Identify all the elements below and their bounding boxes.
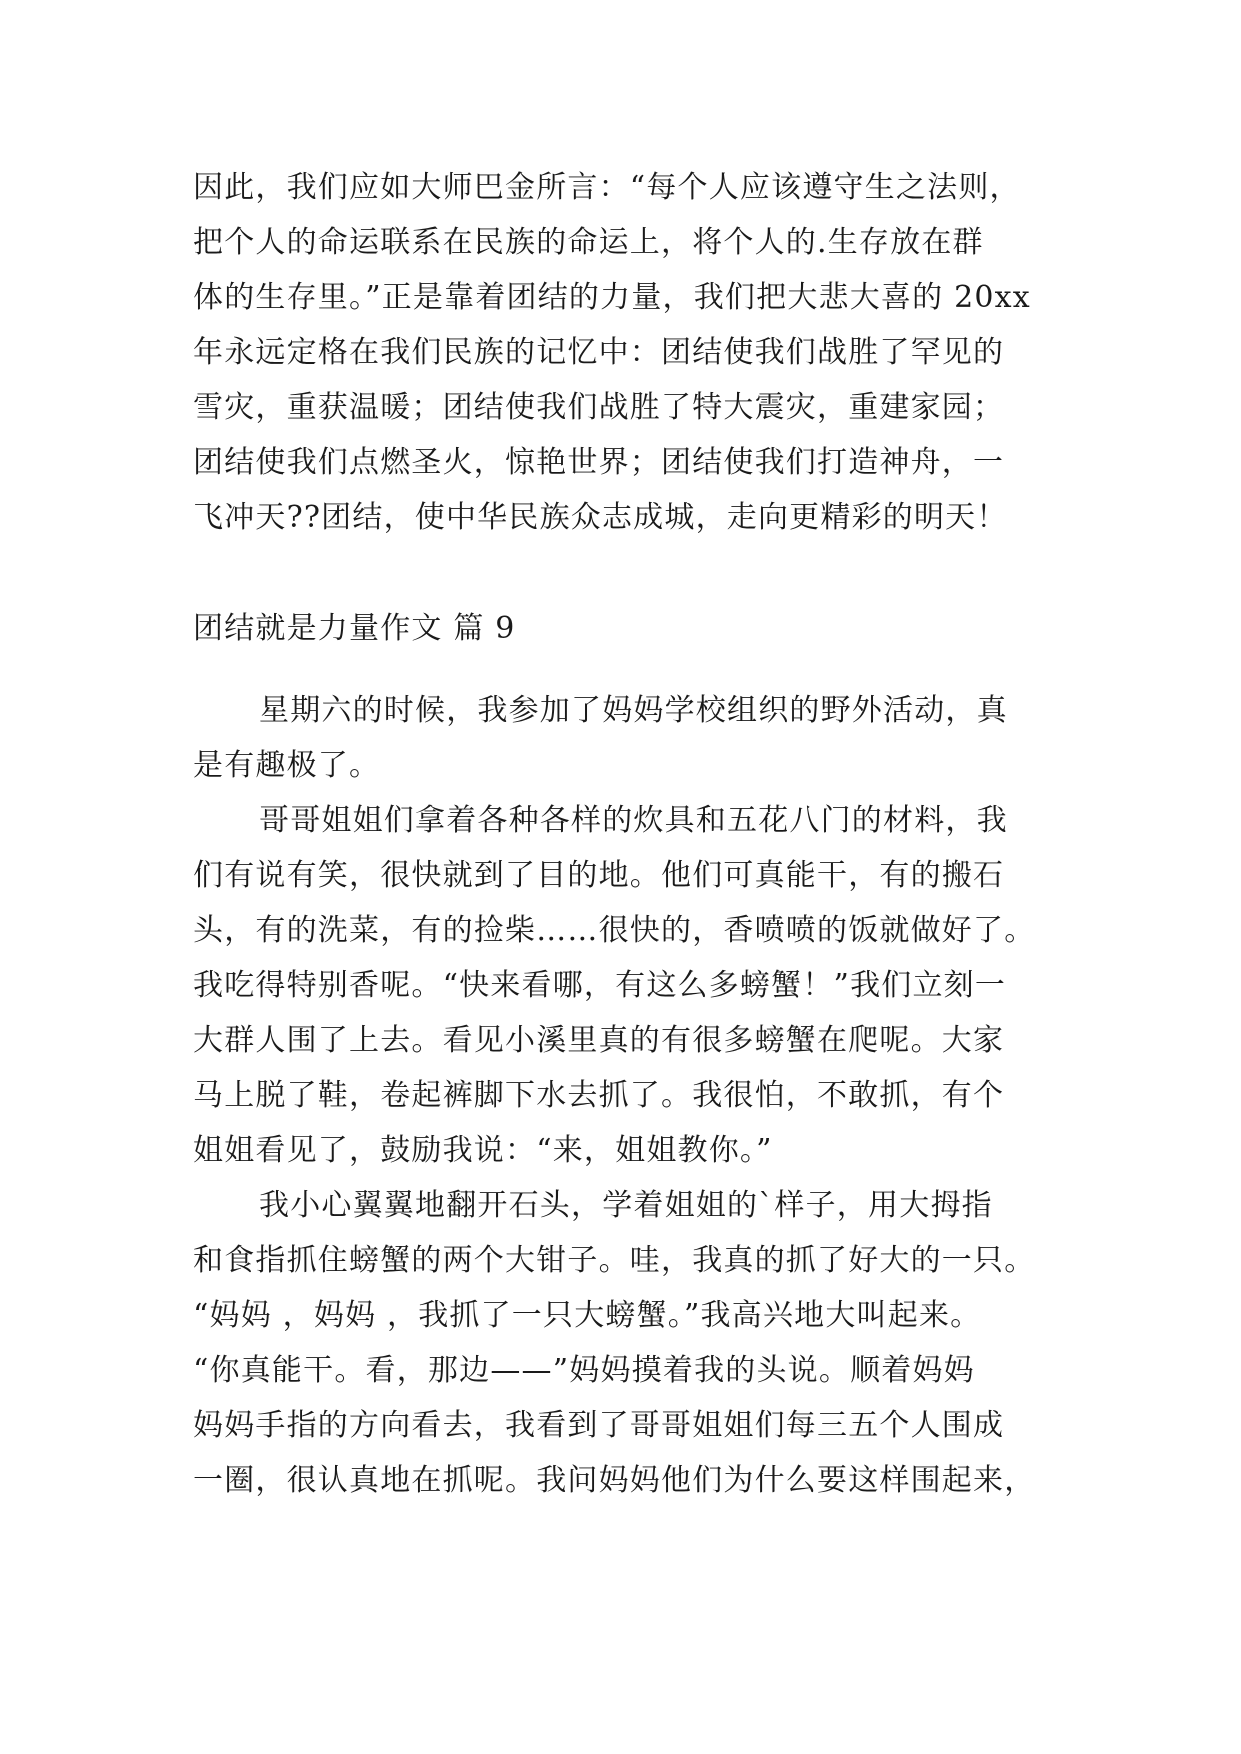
text-line: 雪灾，重获温暖；团结使我们战胜了特大震灾，重建家园；	[193, 390, 1005, 425]
text-line: 姐姐看见了，鼓励我说：“来，姐姐教你。”	[193, 1133, 773, 1168]
text-line: 妈妈手指的方向看去，我看到了哥哥姐姐们每三五个人围成	[193, 1408, 1005, 1443]
text-line: 我小心翼翼地翻开石头，学着姐姐的`样子，用大拇指	[259, 1188, 993, 1223]
text-line: 马上脱了鞋，卷起裤脚下水去抓了。我很怕，不敢抓，有个	[193, 1078, 1005, 1113]
text-line: 团结使我们点燃圣火，惊艳世界；团结使我们打造神舟，一	[193, 445, 1005, 480]
text-line: 体的生存里。”正是靠着团结的力量，我们把大悲大喜的 20xx	[193, 280, 1031, 315]
paragraph-catching-crab	[193, 1178, 1093, 1508]
text-line: 头，有的洗菜，有的捡柴……很快的，香喷喷的饭就做好了。	[193, 913, 1036, 948]
paragraph-saturday-outing	[193, 683, 1093, 793]
text-line: 把个人的命运联系在民族的命运上，将个人的.生存放在群	[193, 225, 984, 260]
text-line: 和食指抓住螃蟹的两个大钳子。哇，我真的抓了好大的一只。	[193, 1243, 1036, 1278]
text-line: 星期六的时候，我参加了妈妈学校组织的野外活动，真	[259, 693, 1008, 728]
text-line: 飞冲天??团结，使中华民族众志成城，走向更精彩的明天！	[193, 500, 1008, 535]
text-line: “你真能干。看，那边——”妈妈摸着我的头说。顺着妈妈	[193, 1353, 975, 1388]
text-line: 年永远定格在我们民族的记忆中：团结使我们战胜了罕见的	[193, 335, 1005, 370]
text-line: 是有趣极了。	[193, 748, 381, 783]
essay-heading	[193, 601, 1093, 656]
text-line: 因此，我们应如大师巴金所言：“每个人应该遵守生之法则，	[193, 170, 1021, 205]
paragraph-unity-conclusion	[193, 160, 1093, 545]
text-line: 们有说有笑，很快就到了目的地。他们可真能干，有的搬石	[193, 858, 1005, 893]
text-line: 一圈，很认真地在抓呢。我问妈妈他们为什么要这样围起来，	[193, 1463, 1036, 1498]
paragraph-cooking-crabs	[193, 793, 1093, 1178]
text-line: 我吃得特别香呢。“快来看哪，有这么多螃蟹！”我们立刻一	[193, 968, 1007, 1003]
text-line: 哥哥姐姐们拿着各种各样的炊具和五花八门的材料，我	[259, 803, 1008, 838]
text-line: “妈妈 ，妈妈 ，我抓了一只大螃蟹。”我高兴地大叫起来。	[193, 1298, 982, 1333]
essay-body	[193, 683, 1093, 1508]
text-line: 大群人围了上去。看见小溪里真的有很多螃蟹在爬呢。大家	[193, 1023, 1005, 1058]
heading-text: 团结就是力量作文 篇 9	[193, 611, 516, 646]
